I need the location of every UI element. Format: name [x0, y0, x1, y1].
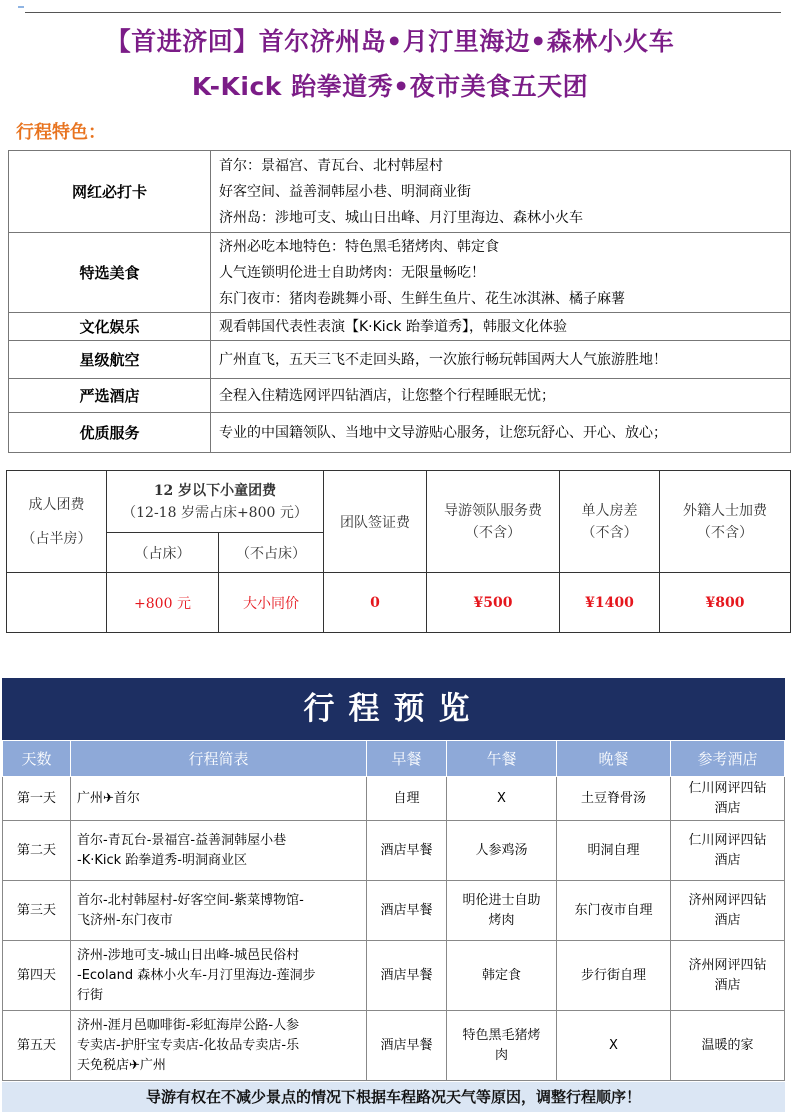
feature-line: 人气连锁明伦进士自助烤肉：无限量畅吃！: [219, 264, 485, 281]
pricing-table: [6, 470, 791, 633]
adult-fee-header: [7, 471, 107, 573]
child-fee-sub: （12-18 岁需占床+800 元）: [122, 504, 308, 521]
lunch-cell: 人参鸡汤: [447, 821, 557, 881]
feature-description: 全程入住精选网评四钻酒店，让您整个行程睡眠无忧；: [211, 379, 791, 413]
day-cell: 第二天: [3, 821, 71, 881]
feature-category: 文化娱乐: [9, 313, 211, 341]
hotel-line: 酒店: [714, 977, 741, 993]
feature-category: 严选酒店: [9, 379, 211, 413]
itinerary-section: [2, 678, 785, 1081]
single-fee-value: ¥1400: [560, 573, 660, 633]
itinerary-row: [3, 777, 785, 821]
visa-fee-value: 0: [324, 573, 427, 633]
day-cell: 第四天: [3, 941, 71, 1011]
route-line: 行街: [77, 987, 104, 1003]
single-fee-header: [560, 471, 660, 573]
dinner-cell: 明洞自理: [557, 821, 671, 881]
adult-fee-sub: （占半房）: [21, 530, 92, 547]
route-line: 济州-涉地可支-城山日出峰-城邑民俗村: [77, 947, 300, 963]
top-divider: [25, 12, 781, 13]
feature-category: 特选美食: [9, 233, 211, 313]
dinner-cell: 土豆脊骨汤: [557, 777, 671, 821]
dinner-cell: 步行街自理: [557, 941, 671, 1011]
itinerary-row: [3, 1011, 785, 1081]
breakfast-cell: 酒店早餐: [367, 821, 447, 881]
breakfast-cell: 酒店早餐: [367, 941, 447, 1011]
feature-description: 广州直飞，五天三飞不走回头路，一次旅行畅玩韩国两大人气旅游胜地！: [211, 341, 791, 379]
feature-line: 济州必吃本地特色：特色黑毛猪烤肉、韩定食: [219, 238, 499, 255]
route-cell: [71, 881, 367, 941]
header-hotel: 参考酒店: [671, 741, 785, 777]
features-table: [8, 150, 791, 453]
page-title-line1: 【首进济回】首尔济州岛•月汀里海边•森林小火车: [105, 27, 675, 56]
itinerary-table: [2, 740, 785, 1081]
lunch-cell: X: [447, 777, 557, 821]
visa-fee-header: 团队签证费: [324, 471, 427, 573]
route-cell: [71, 1011, 367, 1081]
hotel-cell: [671, 941, 785, 1011]
itinerary-note: 导游有权在不减少景点的情况下根据车程路况天气等原因，调整行程顺序！: [2, 1082, 785, 1112]
feature-row: [9, 151, 791, 233]
dinner-cell: 东门夜市自理: [557, 881, 671, 941]
feature-description: 专业的中国籍领队、当地中文导游贴心服务，让您玩舒心、开心、放心；: [211, 413, 791, 453]
route-line: 首尔-北村韩屋村-好客空间-紫菜博物馆-: [77, 892, 304, 908]
child-nobed-header: （不占床）: [219, 533, 324, 573]
feature-description: [211, 233, 791, 313]
header-day: 天数: [3, 741, 71, 777]
features-heading: 行程特色：: [16, 122, 106, 143]
feature-row: [9, 341, 791, 379]
feature-category: 优质服务: [9, 413, 211, 453]
feature-row: [9, 313, 791, 341]
itinerary-banner: 行程预览: [2, 678, 785, 740]
feature-description: 观看韩国代表性表演【K·Kick 跆拳道秀】，韩服文化体验: [211, 313, 791, 341]
route-line: -Ecoland 森林小火车-月汀里海边-莲洞步: [77, 967, 316, 983]
breakfast-cell: 酒店早餐: [367, 881, 447, 941]
feature-line: 东门夜市：猪肉卷跳舞小哥、生鲜生鱼片、花生冰淇淋、橘子麻薯: [219, 290, 625, 307]
hotel-cell: [671, 821, 785, 881]
foreign-fee-value: ¥800: [660, 573, 791, 633]
hotel-line: 酒店: [714, 912, 741, 928]
hotel-line: 仁川网评四钻: [688, 780, 767, 796]
foreign-fee-header: [660, 471, 791, 573]
day-cell: 第五天: [3, 1011, 71, 1081]
route-line: 首尔-青瓦台-景福宫-益善洞韩屋小巷: [77, 832, 287, 848]
feature-description: [211, 151, 791, 233]
guide-fee-label: 导游领队服务费: [444, 502, 542, 519]
child-fee-header: [107, 471, 324, 533]
hotel-line: 仁川网评四钻: [688, 832, 767, 848]
adult-fee-label: 成人团费: [28, 496, 85, 513]
top-marker: [18, 6, 24, 8]
hotel-cell: 温暖的家: [671, 1011, 785, 1081]
feature-row: [9, 379, 791, 413]
day-cell: 第一天: [3, 777, 71, 821]
header-dinner: 晚餐: [557, 741, 671, 777]
lunch-cell: 明伦进士自助 烤肉: [447, 881, 557, 941]
guide-fee-sub: （不含）: [465, 524, 521, 541]
child-nobed-value: 大小同价: [219, 573, 324, 633]
hotel-line: 酒店: [714, 852, 741, 868]
lunch-cell: 特色黑毛猪烤 肉: [447, 1011, 557, 1081]
adult-fee-value: [7, 573, 107, 633]
breakfast-cell: 酒店早餐: [367, 1011, 447, 1081]
route-line: 飞济州-东门夜市: [77, 912, 173, 928]
itinerary-row: [3, 821, 785, 881]
route-cell: [71, 821, 367, 881]
route-line: 济州-涯月邑咖啡街-彩虹海岸公路-人参: [77, 1017, 300, 1033]
child-bed-header: （占床）: [107, 533, 219, 573]
route-line: 专卖店-护肝宝专卖店-化妆品专卖店-乐: [77, 1037, 300, 1053]
foreign-fee-sub: （不含）: [697, 524, 753, 541]
header-lunch: 午餐: [447, 741, 557, 777]
hotel-line: 济州网评四钻: [688, 892, 767, 908]
route-line: 天免税店✈广州: [77, 1057, 166, 1073]
route-cell: [71, 941, 367, 1011]
feature-line: 济州岛：涉地可支、城山日出峰、月汀里海边、森林小火车: [219, 209, 583, 226]
feature-row: [9, 413, 791, 453]
hotel-cell: [671, 881, 785, 941]
route-cell: 广州✈首尔: [71, 777, 367, 821]
feature-category: 星级航空: [9, 341, 211, 379]
child-bed-value: +800 元: [107, 573, 219, 633]
single-fee-label: 单人房差: [581, 502, 638, 519]
breakfast-cell: 自理: [367, 777, 447, 821]
day-cell: 第三天: [3, 881, 71, 941]
foreign-fee-label: 外籍人士加费: [683, 502, 767, 519]
single-fee-sub: （不含）: [581, 524, 638, 541]
feature-line: 首尔：景福宫、青瓦台、北村韩屋村: [219, 157, 443, 174]
header-route: 行程简表: [71, 741, 367, 777]
itinerary-row: [3, 881, 785, 941]
hotel-line: 济州网评四钻: [688, 957, 767, 973]
header-breakfast: 早餐: [367, 741, 447, 777]
feature-category: 网红必打卡: [9, 151, 211, 233]
feature-row: [9, 233, 791, 313]
child-fee-label: 12 岁以下小童团费: [153, 482, 277, 499]
hotel-line: 酒店: [714, 800, 741, 816]
itinerary-row: [3, 941, 785, 1011]
hotel-cell: [671, 777, 785, 821]
feature-line: 好客空间、益善洞韩屋小巷、明洞商业街: [219, 183, 471, 200]
guide-fee-value: ¥500: [427, 573, 560, 633]
page-title-line2: K-Kick 跆拳道秀•夜市美食五天团: [191, 72, 589, 101]
lunch-cell: 韩定食: [447, 941, 557, 1011]
route-line: -K·Kick 跆拳道秀-明洞商业区: [77, 852, 247, 868]
dinner-cell: X: [557, 1011, 671, 1081]
guide-fee-header: [427, 471, 560, 573]
